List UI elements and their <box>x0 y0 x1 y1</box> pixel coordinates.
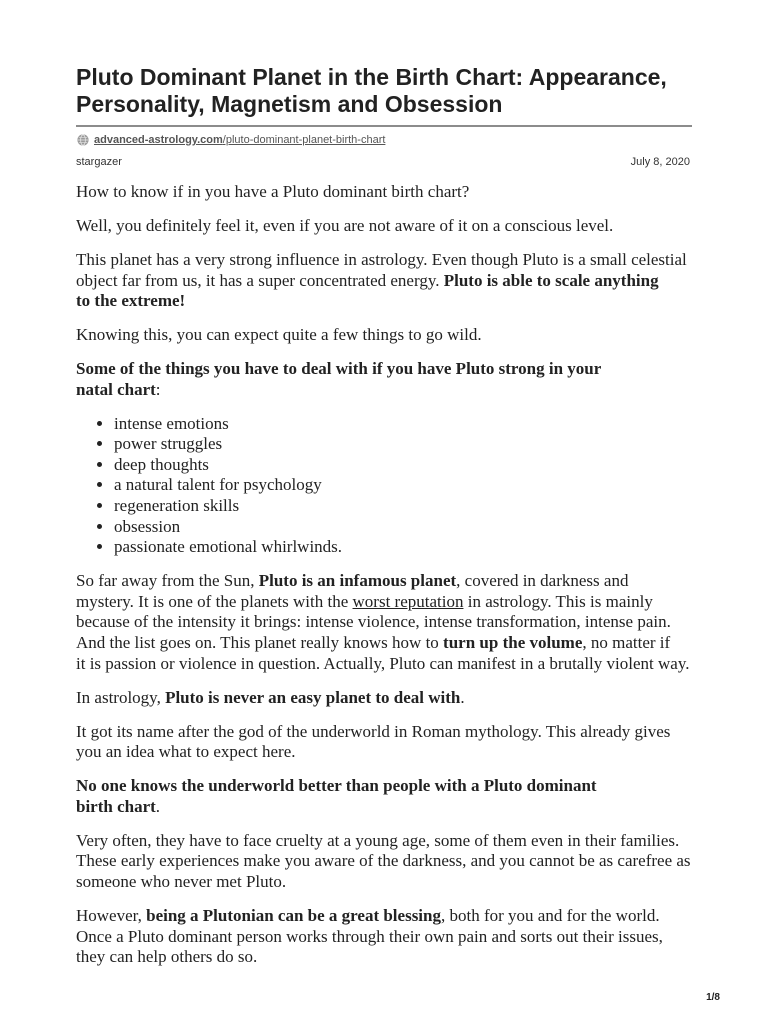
paragraph <box>76 359 692 400</box>
text-line <box>76 906 692 927</box>
bold-text: birth chart <box>76 796 156 816</box>
favicon-icon <box>77 134 89 146</box>
text-line <box>76 571 692 592</box>
paragraph <box>76 216 692 237</box>
publish-date: July 8, 2020 <box>630 156 690 168</box>
list-item: • intense emotions <box>114 414 692 435</box>
text-run: It got its name after the god of the underworld in Roman mythology. This already gives <box>76 721 671 741</box>
text-line <box>76 654 692 675</box>
bold-text: being a Plutonian can be a great blessing <box>146 905 441 925</box>
text-line <box>76 182 692 203</box>
text-line <box>76 947 692 968</box>
title-line: Pluto Dominant Planet in the Birth Chart: Appearance, <box>76 64 667 90</box>
text-line <box>76 592 692 613</box>
text-line <box>76 831 692 852</box>
list-item: • obsession <box>114 517 692 538</box>
text-run: . <box>460 687 465 707</box>
list-item: • passionate emotional whirlwinds. <box>114 537 692 558</box>
article-title <box>76 64 667 118</box>
paragraph <box>76 776 692 817</box>
text-run: How to know if in you have a Pluto dominant birth chart? <box>76 182 470 201</box>
text-run: These early experiences make you aware of the darkness, and you cannot be as carefree as <box>76 851 691 871</box>
text-line <box>76 927 692 948</box>
list-item: • a natural talent for psychology <box>114 475 692 496</box>
text-run: Once a Pluto dominant person works through their own pain and sorts out their issues, <box>76 926 663 946</box>
text-line <box>76 612 692 633</box>
text-run: , covered in darkness and <box>456 571 629 591</box>
source-path[interactable]: /pluto-dominant-planet-birth-chart <box>222 134 386 146</box>
text-run: you an idea what to expect here. <box>76 742 296 762</box>
text-run: Very often, they have to face cruelty at a young age, some of them even in their families. <box>76 830 680 850</box>
text-run: This planet has a very strong influence in astrology. Even though Pluto is a small celestial <box>76 249 687 269</box>
text-line <box>76 380 692 401</box>
text-run: in astrology. This is mainly <box>463 591 653 611</box>
source-row <box>76 133 385 147</box>
text-line <box>76 742 692 763</box>
text-line <box>76 291 692 312</box>
text-line <box>76 325 692 346</box>
text-line <box>76 776 692 797</box>
bold-text: to the extreme! <box>76 291 186 311</box>
source-domain[interactable]: advanced-astrology.com <box>94 134 223 146</box>
list-item: • deep thoughts <box>114 455 692 476</box>
text-line <box>76 797 692 818</box>
text-line <box>76 722 692 743</box>
text-run: Well, you definitely feel it, even if you are not aware of it on a conscious level. <box>76 215 614 235</box>
text-line <box>76 216 692 237</box>
text-line <box>76 688 692 709</box>
bold-text: turn up the volume <box>443 633 583 653</box>
text-line <box>76 250 692 271</box>
title-line: Personality, Magnetism and Obsession <box>76 91 503 117</box>
text-run: because of the intensity it brings: intense violence, intense transformation, intense pain. <box>76 612 671 632</box>
list-item: • power struggles <box>114 434 692 455</box>
text-run: , no matter if <box>582 633 671 653</box>
bold-text: Pluto is an infamous planet <box>258 571 457 591</box>
text-run: object far from us, it has a super concentrated energy. <box>76 270 444 290</box>
text-run: they can help others do so. <box>76 947 258 967</box>
paragraph <box>76 325 692 346</box>
bold-text: Pluto is never an easy planet to deal with <box>165 687 461 707</box>
bold-text: No one knows the underworld better than people with a Pluto dominant <box>76 776 597 796</box>
inline-link[interactable]: worst reputation <box>352 591 464 611</box>
text-line <box>76 633 692 654</box>
text-line <box>76 851 692 872</box>
text-run: And the list goes on. This planet really knows how to <box>76 633 444 653</box>
bold-text: Some of the things you have to deal with if you have Pluto strong in your <box>76 359 602 379</box>
text-run: . <box>155 796 161 816</box>
page-number: 1/8 <box>706 992 720 1003</box>
text-run: it is passion or violence in question. Actually, Pluto can manifest in a brutally violent way. <box>76 653 690 673</box>
bullet-list <box>76 414 692 558</box>
paragraph <box>76 250 692 312</box>
text-line <box>76 359 692 380</box>
title-divider <box>76 125 692 127</box>
text-run: mystery. It is one of the planets with the <box>76 591 353 611</box>
paragraph <box>76 722 692 763</box>
paragraph <box>76 182 692 203</box>
source-link[interactable] <box>94 133 385 147</box>
text-run: : <box>155 379 161 399</box>
paragraph <box>76 831 692 893</box>
article-body <box>76 182 692 981</box>
text-run: someone who never met Pluto. <box>76 871 287 891</box>
text-run: Knowing this, you can expect quite a few things to go wild. <box>76 325 482 345</box>
text-run: In astrology, <box>76 687 166 707</box>
text-run: , both for you and for the world. <box>441 905 660 925</box>
bold-text: natal chart <box>76 379 156 399</box>
paragraph <box>76 906 692 968</box>
byline <box>76 155 690 169</box>
text-run: However, <box>76 905 147 925</box>
text-run: So far away from the Sun, <box>76 571 259 591</box>
author-name: stargazer <box>76 156 122 168</box>
bold-text: Pluto is able to scale anything <box>443 270 659 290</box>
list-item: • regeneration skills <box>114 496 692 517</box>
text-line <box>76 271 692 292</box>
paragraph <box>76 688 692 709</box>
paragraph <box>76 571 692 674</box>
text-line <box>76 872 692 893</box>
